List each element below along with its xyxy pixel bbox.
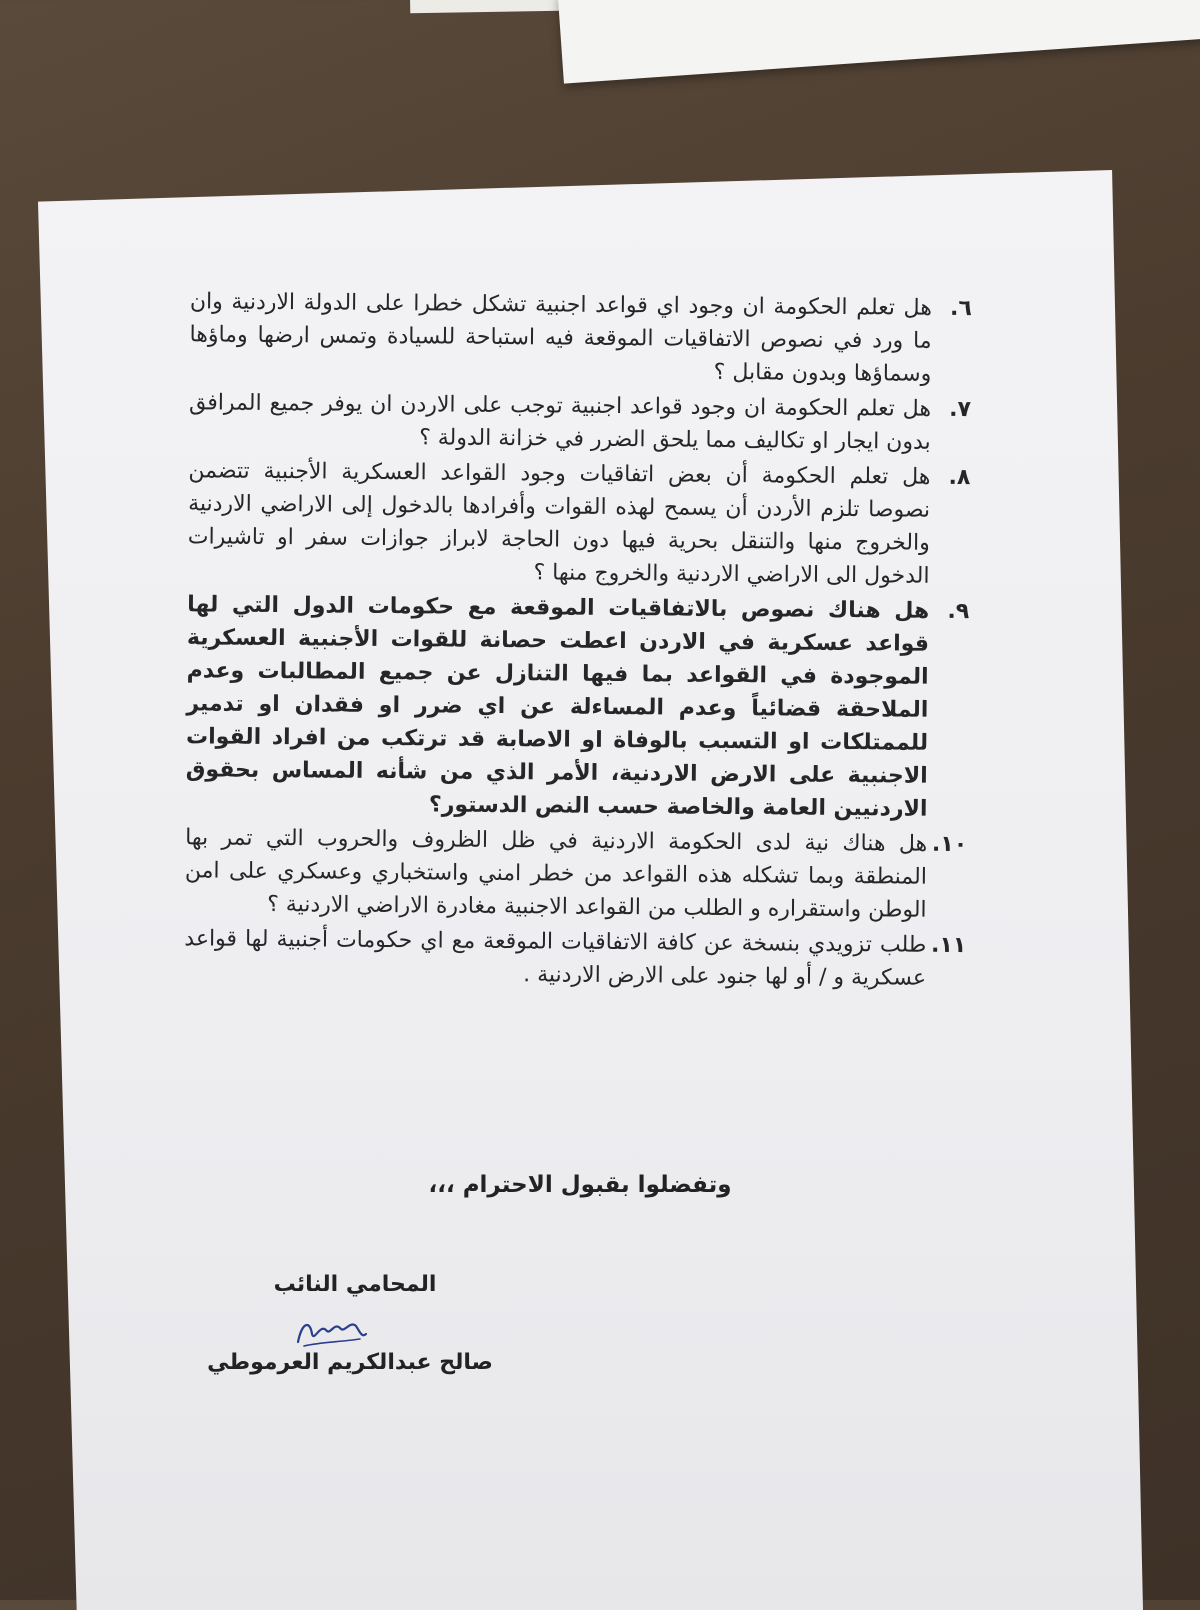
item-number: ٩. [947,598,970,625]
item-text: هل هناك نصوص بالاتفاقيات الموقعة مع حكومات الدول التي لها قواعد عسكرية في الاردن اعطت حصانة للقوات الأجنبية العسكرية الموجودة في القواعد بما فيها التنازل عن جميع المطالبات وعدم الملاحقة قضائياً وعدم المساءلة عن اي ضرر او فقدان او تدمير للممتلكات او التسبب بالوفاة او الاصابة قد ترتكب من افراد القوات الاجنبية على الارض الاردنية، الأمر الذي من شأنه المساس بحقوق الاردنيين العامة والخاصة حسب النص الدستور؟ [185,592,930,822]
handwritten-signature [290,1312,370,1352]
question-item-10 [184,821,968,927]
item-text: هل تعلم الحكومة ان وجود قواعد اجنبية توجب على الاردن ان يوفر جميع المرافق بدون ايجار او تكاليف مما يلحق الضرر في خزانة الدولة ؟ [188,390,932,455]
question-item-6 [189,285,972,391]
question-item-9 [185,588,970,826]
background-paper-right [558,0,1200,84]
item-number: ١١. [930,932,967,959]
item-number: ٦. [949,295,972,322]
background-paper-left [410,0,561,13]
closing-phrase: وتفضلوا بقبول الاحترام ،،، [428,1172,732,1198]
signature-title: المحامي النائب [273,1272,437,1297]
signatory-name: صالح عبدالكريم العرموطي [207,1350,493,1375]
item-text: طلب تزويدي بنسخة عن كافة الاتفاقيات الموقعة مع اي حكومات أجنبية لها قواعد عسكرية و / أو لها جنود على الارض الاردنية . [184,926,927,991]
question-item-7 [188,386,972,459]
item-number: ٧. [949,396,972,423]
request-item-11 [184,922,967,995]
item-number: ٨. [948,464,971,491]
questions-list [184,285,972,997]
item-text: هل هناك نية لدى الحكومة الاردنية في ظل الظروف والحروب التي تمر بها المنطقة وبما تشكله هذه القواعد من خطر امني واستخباري وعسكري على امن الوطن واستقراره و الطلب من القواعد الاجنبية مغادرة الاراضي الاردنية ؟ [184,825,928,923]
item-text: هل تعلم الحكومة أن بعض اتفاقيات وجود القواعد العسكرية الأجنبية تتضمن نصوصا تلزم الأردن أن يسمح لهذه القوات وأفرادها بالدخول إلى الاراضي الاردنية والخروج منها والتنقل بحرية فيها دون الحاجة لابراز جوازات سفر او تاشيرات الدخول الى الاراضي الاردنية والخروج منها ؟ [187,458,931,589]
question-item-8 [187,454,971,593]
item-text: هل تعلم الحكومة ان وجود اي قواعد اجنبية تشكل خطرا على الدولة الاردنية وان ما ورد في نصوص الاتفاقيات الموقعة فيه استباحة للسيادة وتمس ارضها وماؤها وسماؤها وبدون مقابل ؟ [189,289,932,387]
item-number: ١٠. [931,831,968,858]
